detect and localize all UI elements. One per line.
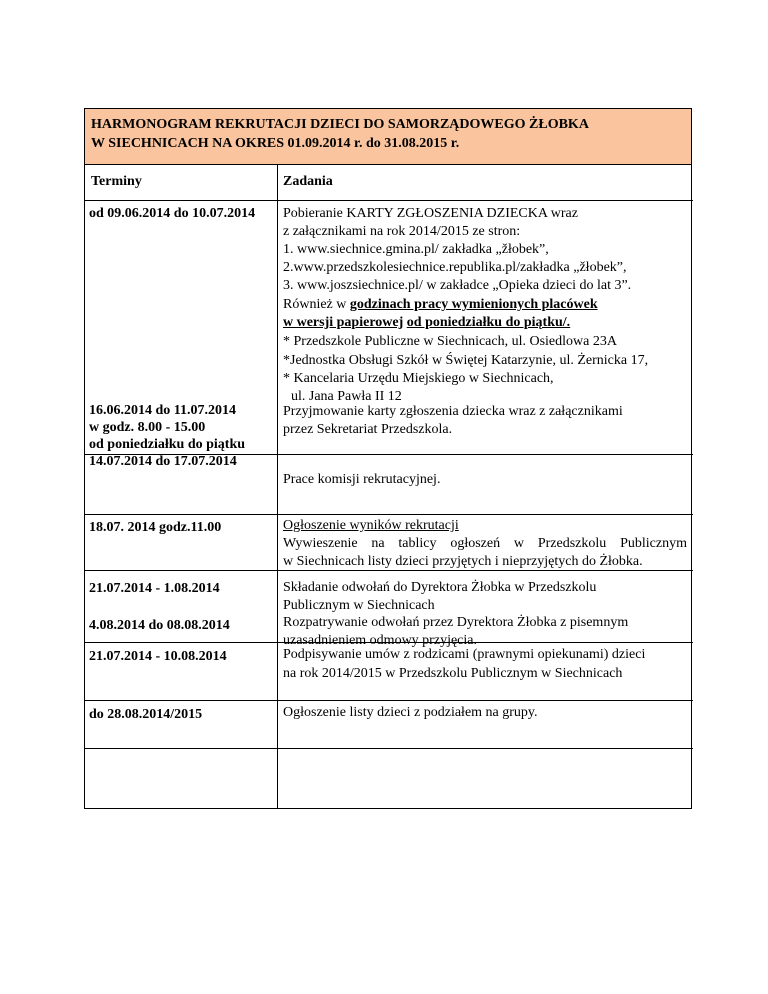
row1-term: od 09.06.2014 do 10.07.2014 xyxy=(89,206,256,221)
row-divider xyxy=(85,748,693,749)
row8-task: Ogłoszenie listy dzieci z podziałem na grupy. xyxy=(283,705,538,720)
row1-place-line: * Przedszkole Publiczne w Siechnicach, ul. Osiedlowa 23A xyxy=(283,334,617,349)
row-divider xyxy=(85,200,693,201)
table-title xyxy=(84,108,692,165)
row1-task-line: 3. www.joszsiechnice.pl/ w zakładce „Opieka dzieci do lat 3”. xyxy=(283,278,632,293)
row1-place-line: ul. Jana Pawła II 12 xyxy=(291,389,402,404)
row8-term: do 28.08.2014/2015 xyxy=(89,707,203,722)
column-header-terms: Terminy xyxy=(91,174,142,189)
row7-term: 21.07.2014 - 10.08.2014 xyxy=(89,649,227,664)
row1-task-line: 1. www.siechnice.gmina.pl/ zakładka „žłobek”, xyxy=(283,242,549,257)
row3-term: 14.07.2014 do 17.07.2014 xyxy=(89,454,237,469)
row5-task-line: Składanie odwołań do Dyrektora Żłobka w Przedszkolu xyxy=(283,580,597,595)
row2-term-line: w godz. 8.00 - 15.00 xyxy=(89,420,206,435)
paper-version: w wersji papierowej xyxy=(283,315,404,330)
row4-body-2: w Siechnicach listy dzieci przyjętych i nieprzyjętych do Żłobka. xyxy=(283,554,643,569)
row7-task-line: na rok 2014/2015 w Przedszkolu Publicznym w Siechnicach xyxy=(283,666,623,681)
column-divider xyxy=(277,165,278,808)
row4-heading: Ogłoszenie wyników rekrutacji xyxy=(283,518,459,533)
row1-task-line: z załącznikami na rok 2014/2015 ze stron: xyxy=(283,224,521,239)
column-header-tasks: Zadania xyxy=(283,174,333,189)
row-divider xyxy=(85,700,693,701)
also-working-hours: godzinach pracy wymienionych placówek xyxy=(349,297,598,312)
row-divider xyxy=(85,514,693,515)
row1-also-line xyxy=(283,296,598,314)
row1-place-line: *Jednostka Obsługi Szkół w Świętej Katarzynie, ul. Żernicka 17, xyxy=(283,353,649,368)
paper-days: od poniedziałku do piątku/. xyxy=(406,315,571,330)
row4-term: 18.07. 2014 godz.11.00 xyxy=(89,520,222,535)
row5-term: 21.07.2014 - 1.08.2014 xyxy=(89,581,220,596)
row2-task-line: Przyjmowanie karty zgłoszenia dziecka wraz z załącznikami xyxy=(283,404,623,419)
row2-term-line: 16.06.2014 do 11.07.2014 xyxy=(89,403,237,418)
row1-task-line: Pobieranie KARTY ZGŁOSZENIA DZIECKA wraz xyxy=(283,206,578,221)
row1-place-line: * Kancelaria Urzędu Miejskiego w Siechnicach, xyxy=(283,371,554,386)
row2-term-line: od poniedziałku do piątku xyxy=(89,437,246,452)
row1-task-line: 2.www.przedszkolesiechnice.republika.pl/zakładka „žłobek”, xyxy=(283,260,627,275)
row5-task-line: Publicznym w Siechnicach xyxy=(283,598,435,613)
row2-task-line: przez Sekretariat Przedszkola. xyxy=(283,422,453,437)
row3-task: Prace komisji rekrutacyjnej. xyxy=(283,472,441,487)
title-line-2: W SIECHNICACH NA OKRES 01.09.2014 r. do 31.08.2015 r. xyxy=(91,136,460,151)
row4-body: Wywieszenie na tablicy ogłoszeń w Przedszkolu Publicznym xyxy=(283,536,687,551)
row7-task-line: Podpisywanie umów z rodzicami (prawnymi opiekunami) dzieci xyxy=(283,647,646,662)
also-prefix: Również w xyxy=(283,297,350,312)
row6-task-line: uzasadnieniem odmowy przyjęcia. xyxy=(283,633,477,648)
table-body xyxy=(84,164,692,809)
title-line-1: HARMONOGRAM REKRUTACJI DZIECI DO SAMORZĄDOWEGO ŻŁOBKA xyxy=(91,117,589,132)
row6-term: 4.08.2014 do 08.08.2014 xyxy=(89,618,230,633)
row6-task-line: Rozpatrywanie odwołań przez Dyrektora Żłobka z pisemnym xyxy=(283,615,629,630)
row1-paper-line xyxy=(283,314,570,332)
